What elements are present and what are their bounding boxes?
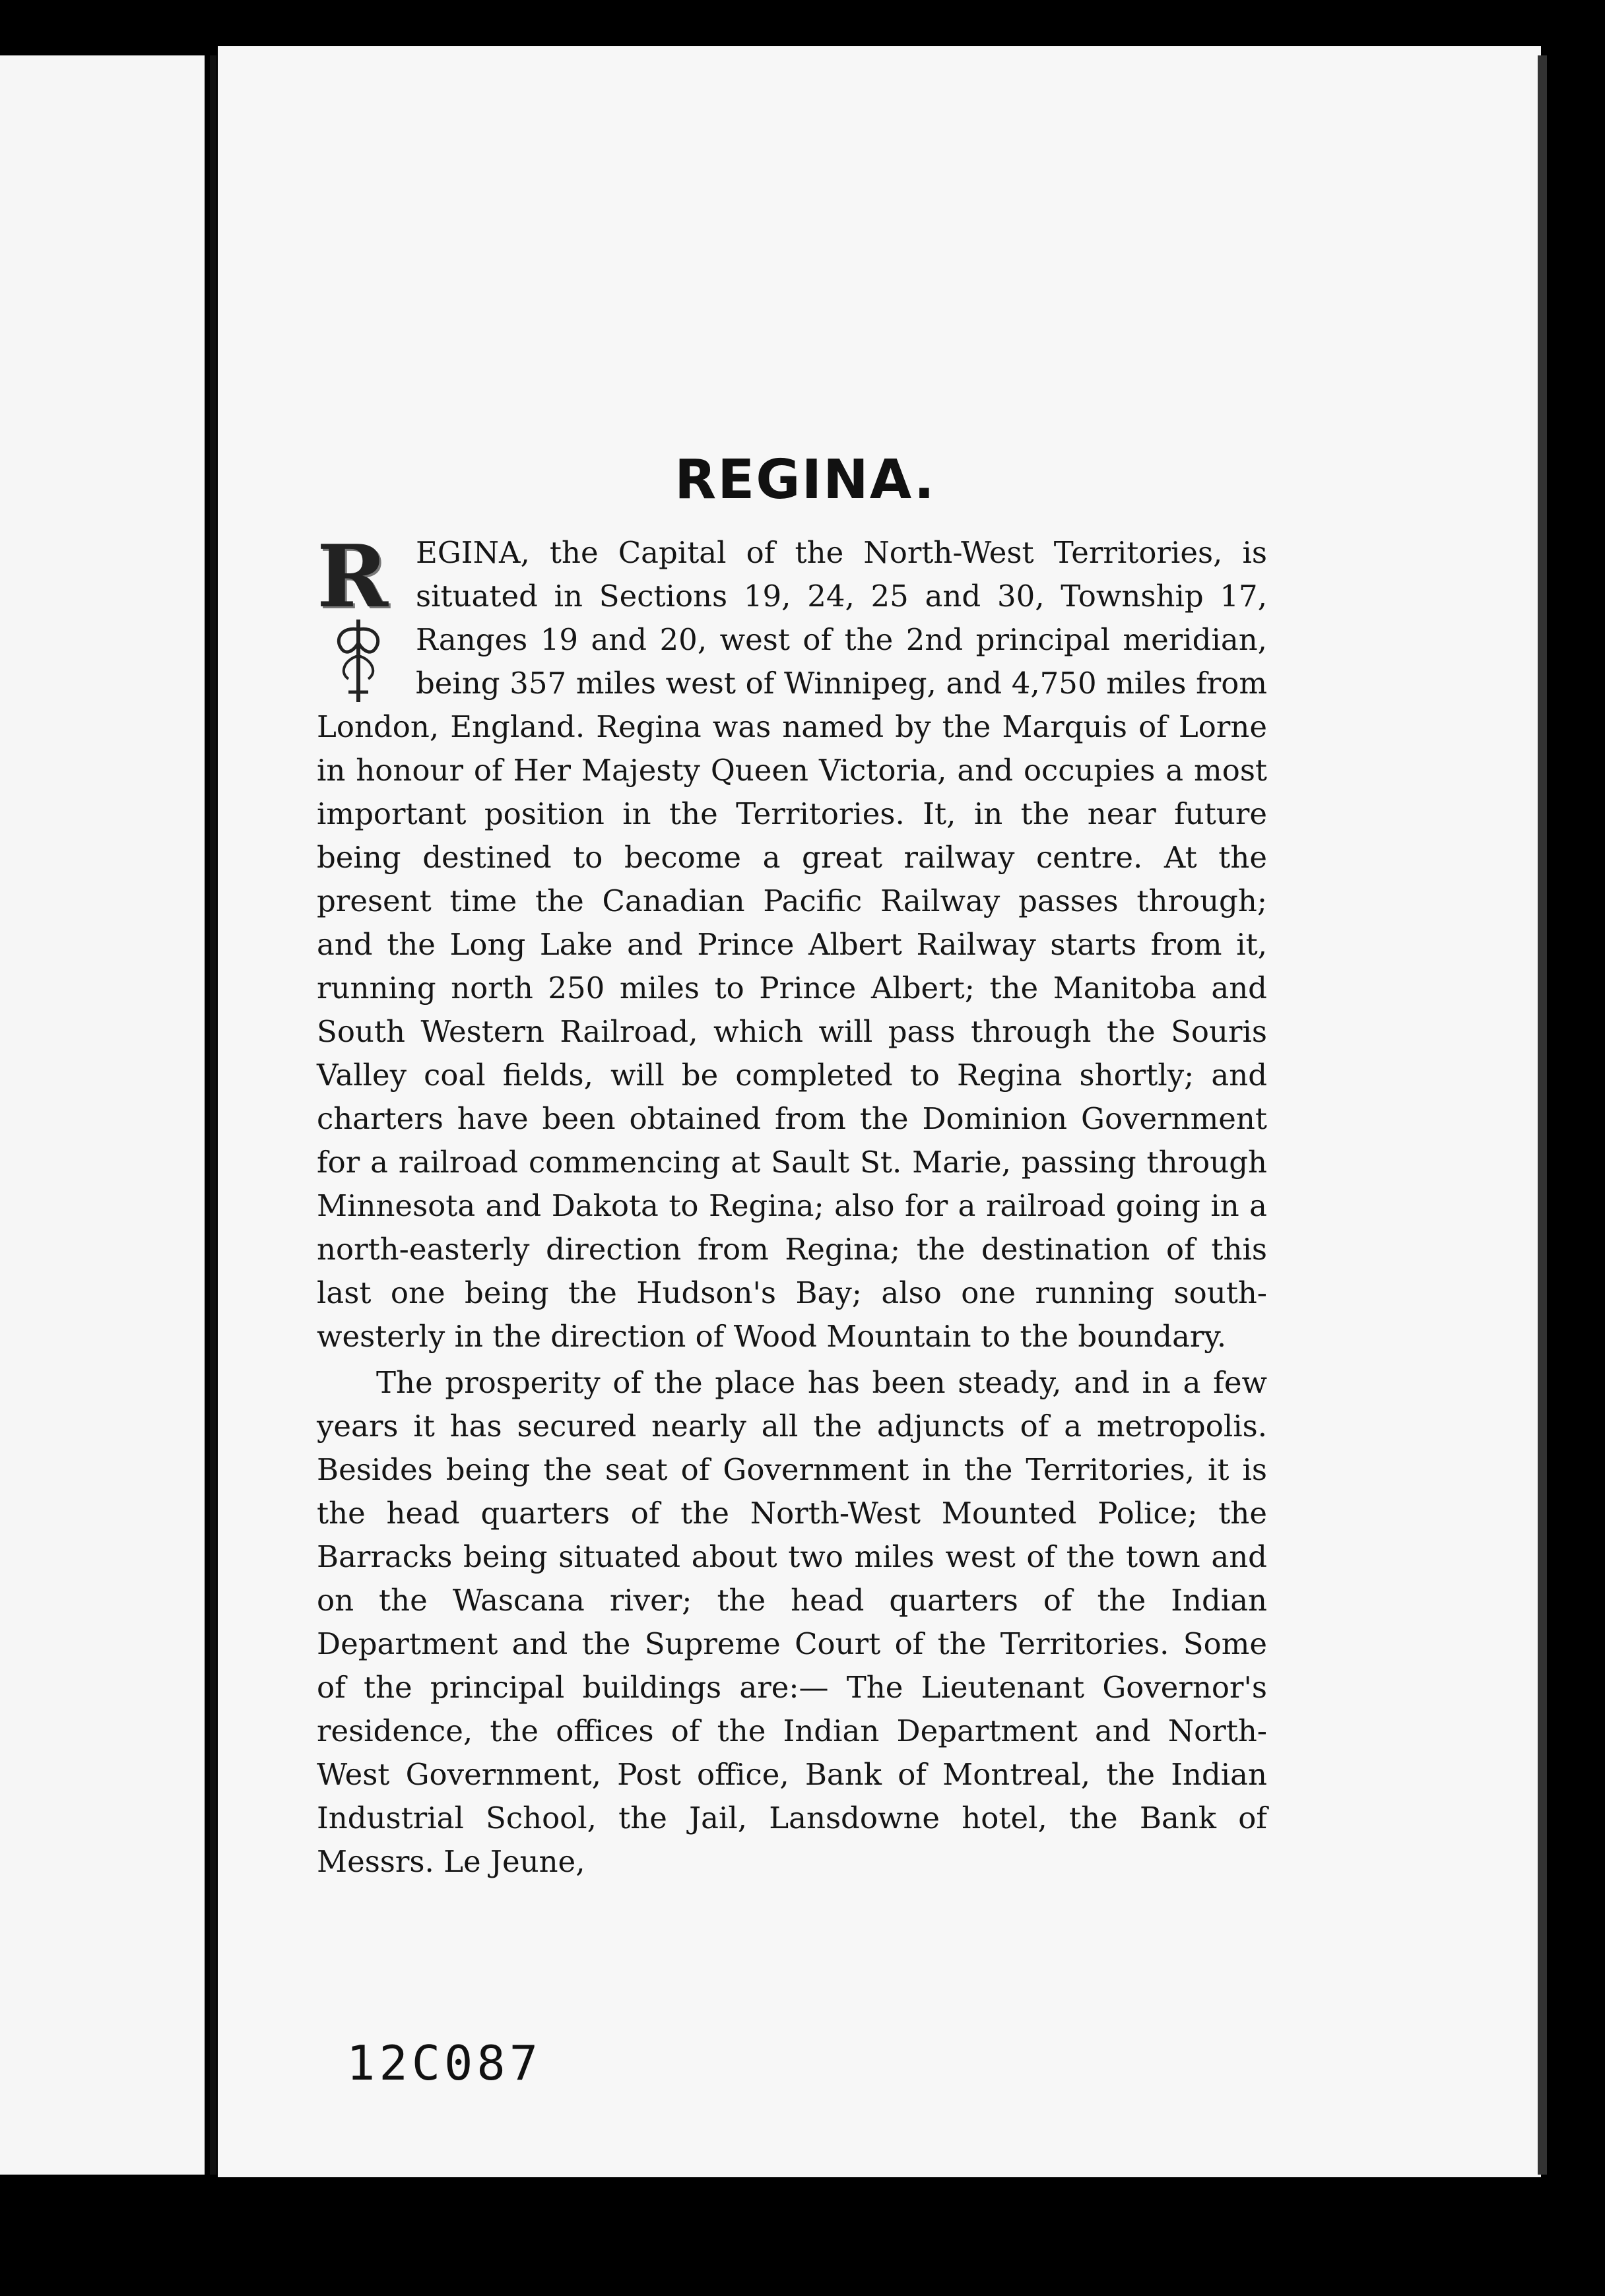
- body-text: [317, 526, 1267, 1884]
- paragraph-1: EGINA, the Capital of the North-West Territories, is situated in Sections 19, 24, 25 and 30, Township 17, Ranges 19 and 20, west of the 2nd principal meridian, being 357 miles west of Winnipeg, and 4,750 miles from London, England. Regina was named by the Marquis of Lorne in honour of Her Majesty Queen Victoria, and occupies a most important position in the Territories. It, in the near future being destined to become a great railway centre. At the present time the Canadian Pacific Railway passes through; and the Long Lake and Prince Albert Railway starts from it, running north 250 miles to Prince Albert; the Manitoba and South Western Railroad, which will pass through the Souris Valley coal fields, will be completed to Regina shortly; and charters have been obtained from the Dominion Government for a railroad commencing at Sault St. Marie, passing through Minnesota and Dakota to Regina; also for a railroad going in a north-easterly direction from Regina; the destination of this last one being the Hudson's Bay; also one running south-westerly in the direction of Wood Mountain to the boundary.: [317, 535, 1267, 1354]
- page-edge-shadow: [1538, 55, 1547, 2175]
- page-title: REGINA.: [674, 449, 936, 511]
- drop-cap-letter: R: [317, 526, 389, 627]
- paragraph-2: The prosperity of the place has been steady, and in a few years it has secured nearly all the adjuncts of a metropolis. Besides being the seat of Government in the Territories, it is the head quarters of the North-West Mounted Police; the Barracks being situated about two miles west of the town and on the Wascana river; the head quarters of the Indian Department and the Supreme Court of the Territories. Some of the principal buildings are:— The Lieutenant Governor's residence, the offices of the Indian Department and North-West Government, Post office, Bank of Montreal, the Indian Industrial School, the Jail, Lansdowne hotel, the Bank of Messrs. Le Jeune,: [317, 1365, 1267, 1879]
- fleur-ornament-icon: [329, 620, 388, 702]
- facing-page-strip: [0, 55, 205, 2175]
- page-gutter: [210, 55, 216, 2175]
- catalog-stamp-number: 12C087: [346, 2035, 542, 2091]
- ornamental-drop-cap: [317, 526, 400, 702]
